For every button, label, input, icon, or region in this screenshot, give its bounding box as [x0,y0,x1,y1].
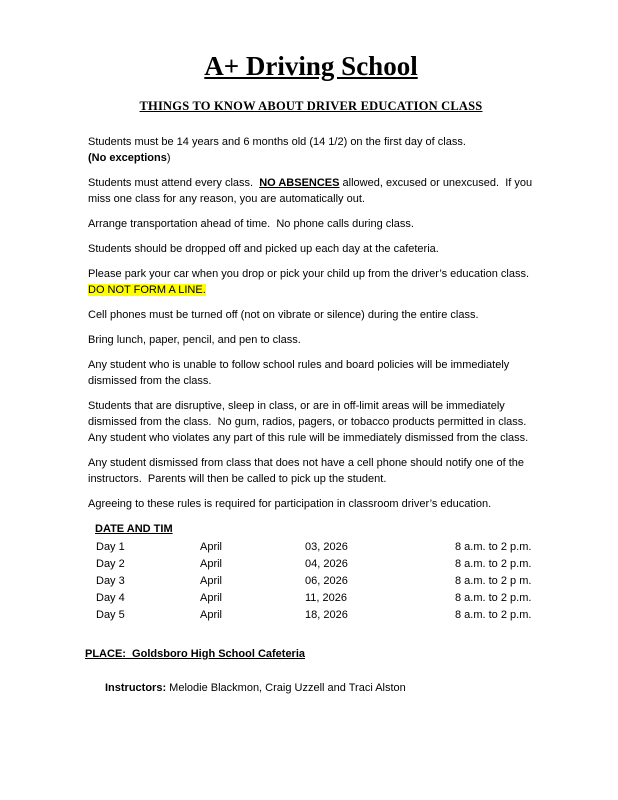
schedule-time: 8 a.m. to 2 p.m. [455,591,532,604]
rule-cellphones: Cell phones must be turned off (not on vibrate or silence) during the entire class. [88,308,479,321]
rule-dismissed-phone: Any student dismissed from class that does not have a cell phone should notify one of the instructors. Parents will then be called to pick up the student. [88,456,528,485]
schedule-month: April [200,591,223,604]
schedule-date: 06, 2026 [305,574,348,587]
rule-attendance-no-absences: NO ABSENCES [259,176,340,189]
schedule-row [88,539,534,556]
rule-school-rules: Any student who is unable to follow school rules and board policies will be immediately dismissed from the class. [88,358,513,387]
rule-dropoff: Students should be dropped off and picked up each day at the cafeteria. [88,242,439,255]
rule-transportation: Arrange transportation ahead of time. No phone calls during class. [88,217,414,230]
schedule-month: April [200,574,223,587]
page-title: A+ Driving School [204,51,418,81]
schedule-day: Day 1 [96,540,125,553]
page-subtitle: THINGS TO KNOW ABOUT DRIVER EDUCATION CLASS [139,98,483,113]
schedule-month: April [200,540,223,553]
instructors-value: Melodie Blackmon, Craig Uzzell and Traci Alston [166,681,406,694]
do-not-form-a-line-highlight: DO NOT FORM A LINE. [88,283,206,296]
schedule-row [88,556,534,573]
rule-attendance-tail: allowed, excused or unexcused. If you miss one class for any reason, you are automatically out. [88,176,536,205]
rule-attendance [88,175,534,207]
instructors-line [105,680,534,696]
schedule-date: 04, 2026 [305,557,348,570]
schedule-time: 8 a.m. to 2 p m. [455,574,532,587]
place-line: PLACE: Goldsboro High School Cafeteria [85,647,306,660]
schedule-row [88,590,534,607]
rule-disruptive: Students that are disruptive, sleep in class, or are in off-limit areas will be immediately dismissed from the class. No gum, radios, pagers, or tobacco products permitted in class. Any student who violates any part of this rule will be immediately dismissed from the class. [88,399,532,444]
schedule-date: 11, 2026 [305,591,348,604]
rule-age-paren: ) [166,151,171,164]
rule-bring-items: Bring lunch, paper, pencil, and pen to class. [88,333,301,346]
rule-agreement: Agreeing to these rules is required for participation in classroom driver’s education. [88,497,492,510]
schedule-day: Day 3 [96,574,125,587]
rule-parking [88,266,534,298]
schedule-time: 8 a.m. to 2 p.m. [455,540,532,553]
schedule-date: 03, 2026 [305,540,348,553]
schedule-row [88,573,534,590]
rule-age-no-exceptions: (No exceptions [88,151,167,164]
instructors-label: Instructors: [105,681,167,694]
schedule-section [88,521,534,624]
schedule-time: 8 a.m. to 2 p.m. [455,608,532,621]
schedule-heading: DATE AND TIM [95,522,173,535]
schedule-row [88,607,534,624]
schedule-day: Day 2 [96,557,125,570]
rule-attendance-lead: Students must attend every class. [88,176,260,189]
schedule-month: April [200,557,223,570]
schedule-date: 18, 2026 [305,608,348,621]
schedule-time: 8 a.m. to 2 p.m. [455,557,532,570]
rule-age [88,134,534,166]
schedule-day: Day 5 [96,608,125,621]
rule-parking-lead: Please park your car when you drop or pick your child up from the driver’s education class. [88,267,530,280]
schedule-month: April [200,608,223,621]
schedule-day: Day 4 [96,591,125,604]
rule-age-text: Students must be 14 years and 6 months old (14 1/2) on the first day of class. [88,135,466,148]
